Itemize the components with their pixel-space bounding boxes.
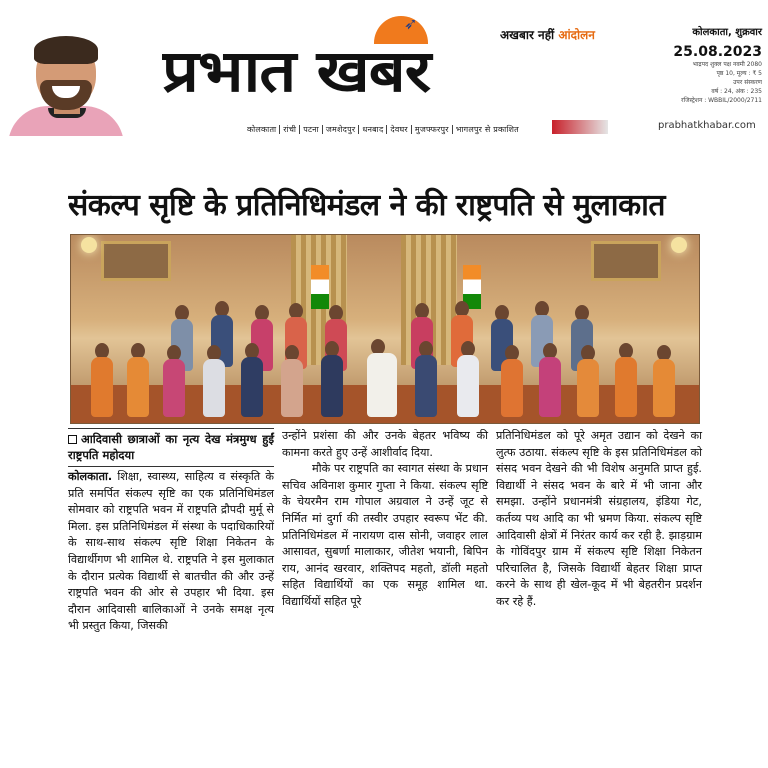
- city-day: कोलकाता, शुक्रवार: [692, 27, 762, 38]
- issue-line2: पृष्ठ 10, मूल्य : ₹ 5: [716, 70, 762, 77]
- issue-line3: उपर संस्करण: [733, 79, 762, 86]
- article-body: [68, 428, 704, 724]
- square-bullet-icon: [68, 435, 77, 444]
- city-item: जमशेदपुर: [323, 125, 359, 134]
- city-item: पटना: [300, 125, 323, 134]
- column-2-text-a: उन्होंने प्रशंसा की और उनके बेहतर भविष्य की कामना करते हुए उन्हें आशीर्वाद दिया.: [282, 429, 488, 459]
- city-item: देवघर: [387, 125, 412, 134]
- logo-wordmark: प्रभात खबर: [162, 37, 431, 105]
- city-item: मुजफ्फरपुर: [412, 125, 453, 134]
- group-photo: [70, 234, 700, 424]
- masthead: [0, 0, 768, 140]
- news-article: [68, 172, 704, 724]
- slogan: अखबार नहीं आंदोलन: [500, 28, 595, 42]
- article-subhead: आदिवासी छात्राओं का नृत्य देख मंत्रमुग्ध हुईं राष्ट्रपति महोदया: [68, 428, 274, 467]
- issue-dateline: [650, 24, 762, 105]
- city-item: धनबाद: [359, 125, 387, 134]
- article-column-3: [496, 428, 702, 611]
- city-item: कोलकाता: [244, 125, 280, 134]
- article-dateline: कोलकाता.: [68, 470, 113, 483]
- article-column-2: [282, 428, 488, 611]
- column-3-text: प्रतिनिधिमंडल को पूरे अमृत उद्यान को देखने का लुत्फ उठाया. संकल्प सृष्टि के इस प्रतिनिधिमंडल को संसद भवन देखने की भी विशेष अनुमति प्राप्त हुई. विद्यार्थी ने संसद भवन के बारे में भी जाना और समझा. उन्होंने प्रधानमंत्री संग्रहालय, इंडिया गेट, कर्तव्य पथ आदि का भी भ्रमण किया. संकल्प सृष्टि आदिवासी क्षेत्रों में निरंतर कार्य कर रही है. झाड़ग्राम के गोविंदपुर ग्राम में संकल्प सृष्टि शिक्षा निकेतन परिचालित है, जिसके विद्यार्थी बेहतर शिक्षा प्राप्त करने के साथ ही खेल-कूद में भी बेहतरीन प्रदर्शन कर रहे हैं.: [496, 429, 702, 608]
- edition-cities: [244, 124, 554, 135]
- website-link[interactable]: prabhatkhabar.com: [658, 120, 756, 131]
- bird-logo-icon: ➶: [404, 14, 418, 33]
- newspaper-logo: [160, 14, 612, 134]
- issue-line1: भाद्रपद शुक्ल पक्ष नवमी 2080: [692, 61, 762, 68]
- column-2-text-b: मौके पर राष्ट्रपति का स्वागत संस्था के प्रधान सचिव अविनाश कुमार गुप्ता ने किया. संकल्प सृष्टि के चेयरमैन राम गोपाल अग्रवाल ने उन्हें जूट से निर्मित मां दुर्गा की तस्वीर उपहार स्वरूप भेंट की. प्रतिनिधिमंडल में नारायण दास सोनी, जवाहर लाल आसावत, सुबर्णा मालाकार, जीतेश भयानी, बिपिन राय, आनंद खरवार, शक्तिपद महतो, डॉली महतो सहित विद्यार्थियों का एक समूह शामिल था. विद्यार्थियों सहित पूरे: [282, 462, 488, 608]
- article-headline: संकल्प सृष्टि के प्रतिनिधिमंडल ने की राष्ट्रपति से मुलाकात: [68, 188, 665, 223]
- masthead-ad-strip: [552, 120, 608, 134]
- issue-line4: वर्ष : 24, अंक : 235: [711, 88, 762, 95]
- issue-date: 25.08.2023: [673, 44, 762, 60]
- article-column-1: [68, 428, 274, 635]
- issue-line5: रजिस्ट्रेशन : WBBIL/2000/2711: [681, 97, 762, 104]
- footballer-ad-image: [6, 28, 126, 136]
- column-1-text: शिक्षा, स्वास्थ्य, साहित्य व संस्कृति के प्रति समर्पित संकल्प सृष्टि का एक प्रतिनिधिमंडल सोमवार को राष्ट्रपति भवन में राष्ट्रपति द्रौपदी मुर्मू से मिला. इस प्रतिनिधिमंडल में संस्था के पदाधिकारियों के साथ-साथ संकल्प सृष्टि शिक्षा निकेतन के विद्यार्थीगण भी शामिल थे. राष्ट्रपति ने इस मुलाकात के दौरान प्रत्येक विद्यार्थी से बातचीत की और उन्हें राष्ट्रपति भवन की ओर से उपहार भी दिया. इस दौरान आदिवासी बालिकाओं ने उनके समक्ष नृत्य भी प्रस्तुत किया, जिसकी: [68, 470, 274, 633]
- city-item: रांची: [280, 125, 300, 134]
- city-item: भागलपुर से प्रकाशित: [455, 125, 519, 134]
